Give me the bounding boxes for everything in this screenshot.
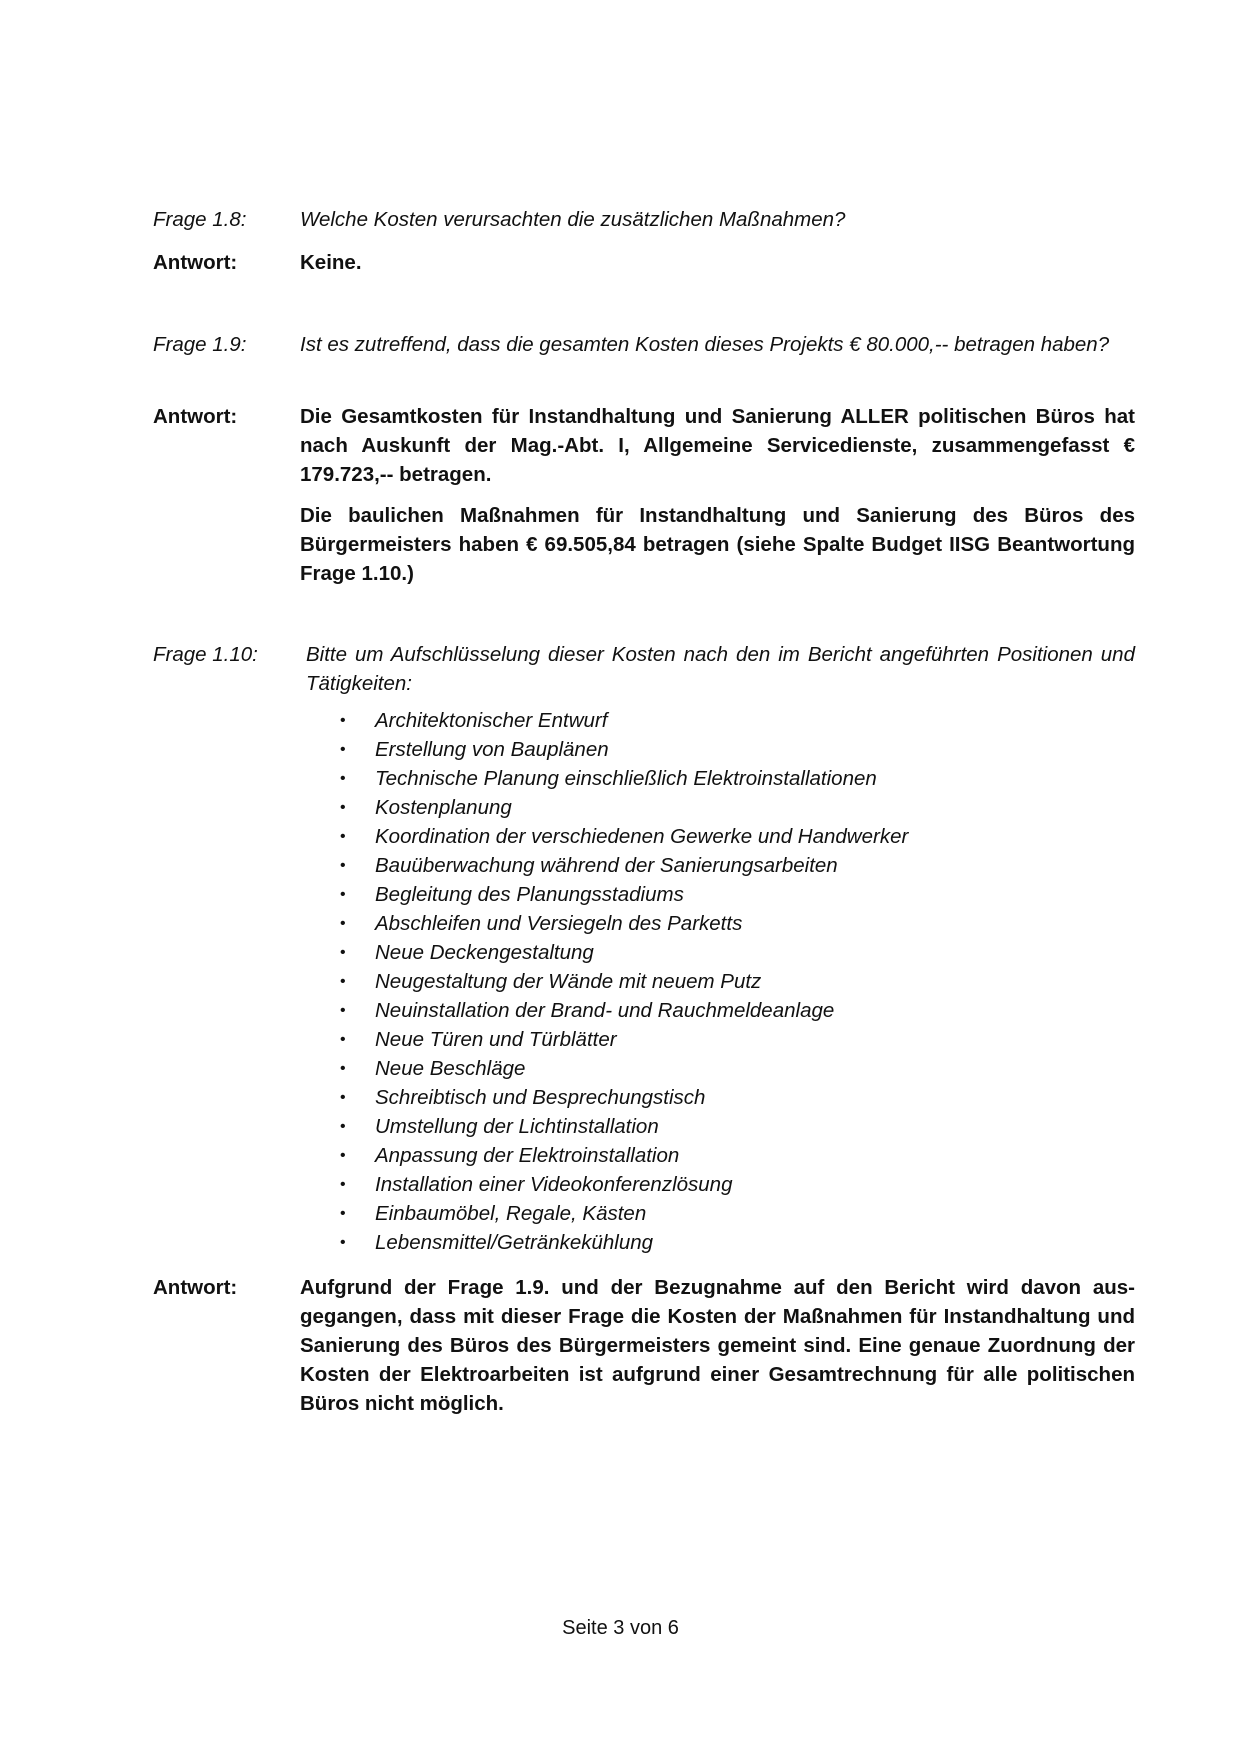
bullet-icon: • — [340, 799, 346, 816]
question-text: Ist es zutreffend, dass die gesamten Kosten dieses Projekts € 80.000,-- betragen haben? — [300, 333, 1110, 356]
question-label: Frage 1.9: — [153, 333, 247, 356]
list-item: • Koordination der verschiedenen Gewerke und Handwerker — [300, 822, 1135, 851]
answer-1-10 — [153, 1273, 1135, 1418]
question-text: Bitte um Aufschlüsselung dieser Kosten nach den im Bericht angeführten Positionen und Tätigkeiten: • Architektonischer Entwurf • Erstellung von Bauplänen • Technische Planung einschließlich Elektroinstallationen • Kostenplanung • Koordination der verschiedenen Gewerke und Handwerker • Bauüberwachung während der Sanierungsarbeiten • Begleitung des Planungsstadiums • Abschleifen und Versiegeln des Parketts • Neue Deckengestaltung • Neugestaltung der Wände mit neuem Putz • Neuinstallation der Brand- und Rauchmeldeanlage • Neue Türen und Türblätter • Neue Beschläge • Schreibtisch und Besprechungstisch • Umstellung der Lichtinstallation • Anpassung der Elektroinstallation • Installation einer Videokonferenzlösung • Einbaumöbel, Regale, Kästen • Lebensmittel/Getränkekühlung — [300, 640, 1135, 1257]
answer-label: Antwort: — [153, 251, 238, 274]
list-item: • Einbaumöbel, Regale, Kästen — [300, 1199, 1135, 1228]
answer-paragraph: Die baulichen Maßnahmen für Instandhaltung und Sanierung des Büros des Bürgermeisters haben € 69.505,84 betragen (siehe Spalte Budget IISG Beantwortung Frage 1.10.) — [300, 504, 1135, 585]
bullet-icon: • — [340, 1060, 346, 1077]
bullet-icon: • — [340, 1234, 346, 1251]
list-item: • Abschleifen und Versiegeln des Parketts — [300, 909, 1135, 938]
bullet-icon: • — [340, 857, 346, 874]
bullet-icon: • — [340, 828, 346, 845]
cost-position-list — [300, 706, 1135, 1257]
bullet-icon: • — [340, 1205, 346, 1222]
bullet-icon: • — [340, 1118, 346, 1135]
bullet-icon: • — [340, 973, 346, 990]
list-item: • Kostenplanung — [300, 793, 1135, 822]
bullet-icon: • — [340, 1089, 346, 1106]
answer-1-8 — [153, 248, 1135, 277]
answer-text — [300, 402, 1135, 588]
list-item: • Installation einer Videokonferenzlösung — [300, 1170, 1135, 1199]
question-1-10 — [153, 640, 1135, 1257]
answer-text: Keine. — [300, 251, 362, 274]
answer-text — [300, 1273, 1135, 1418]
list-item: • Anpassung der Elektroinstallation — [300, 1141, 1135, 1170]
bullet-icon: • — [340, 886, 346, 903]
answer-paragraph: Die Gesamtkosten für Instandhaltung und Sanierung ALLER politischen Büros hat nach Auskunft der Mag.-Abt. I, Allgemeine Servicedienste, zusammengefasst € 179.723,-- betragen. — [300, 405, 1135, 486]
bullet-icon: • — [340, 1031, 346, 1048]
answer-label: Antwort: — [153, 405, 238, 428]
list-item: • Erstellung von Bauplänen — [300, 735, 1135, 764]
list-item: • Neue Deckengestaltung — [300, 938, 1135, 967]
list-item: • Architektonischer Entwurf — [300, 706, 1135, 735]
answer-label: Antwort: — [153, 1276, 238, 1299]
answer-1-9 — [153, 402, 1135, 588]
question-text: Welche Kosten verursachten die zusätzlichen Maßnahmen? — [300, 208, 846, 231]
list-item: • Neue Türen und Türblätter — [300, 1025, 1135, 1054]
bullet-icon: • — [340, 1147, 346, 1164]
list-item: • Umstellung der Lichtinstallation — [300, 1112, 1135, 1141]
page-number: Seite 3 von 6 — [562, 1617, 679, 1639]
bullet-icon: • — [340, 944, 346, 961]
list-item: • Technische Planung einschließlich Elektroinstallationen — [300, 764, 1135, 793]
bullet-icon: • — [340, 741, 346, 758]
list-item: • Bauüberwachung während der Sanierungsarbeiten — [300, 851, 1135, 880]
list-item: • Neue Beschläge — [300, 1054, 1135, 1083]
question-1-8 — [153, 205, 1135, 234]
question-label: Frage 1.8: — [153, 208, 247, 231]
answer-paragraph: Aufgrund der Frage 1.9. und der Bezugnahme auf den Bericht wird davon ausgegangen, dass mit dieser Frage die Kosten der Maßnahmen für Instandhaltung und Sanierung des Büros des Bürgermeisters gemeint sind. Eine genaue Zuordnung der Kosten der Elektroarbeiten ist aufgrund einer Gesamtrechnung für alle politischen Büros nicht möglich. — [300, 1276, 1135, 1415]
bullet-icon: • — [340, 915, 346, 932]
bullet-icon: • — [340, 712, 346, 729]
bullet-icon: • — [340, 1176, 346, 1193]
question-1-9 — [153, 330, 1135, 359]
list-item: • Begleitung des Planungsstadiums — [300, 880, 1135, 909]
list-item: • Schreibtisch und Besprechungstisch — [300, 1083, 1135, 1112]
list-item: • Lebensmittel/Getränkekühlung — [300, 1228, 1135, 1257]
bullet-icon: • — [340, 1002, 346, 1019]
bullet-icon: • — [340, 770, 346, 787]
list-item: • Neugestaltung der Wände mit neuem Putz — [300, 967, 1135, 996]
question-label: Frage 1.10: — [153, 643, 258, 666]
list-item: • Neuinstallation der Brand- und Rauchmeldeanlage — [300, 996, 1135, 1025]
